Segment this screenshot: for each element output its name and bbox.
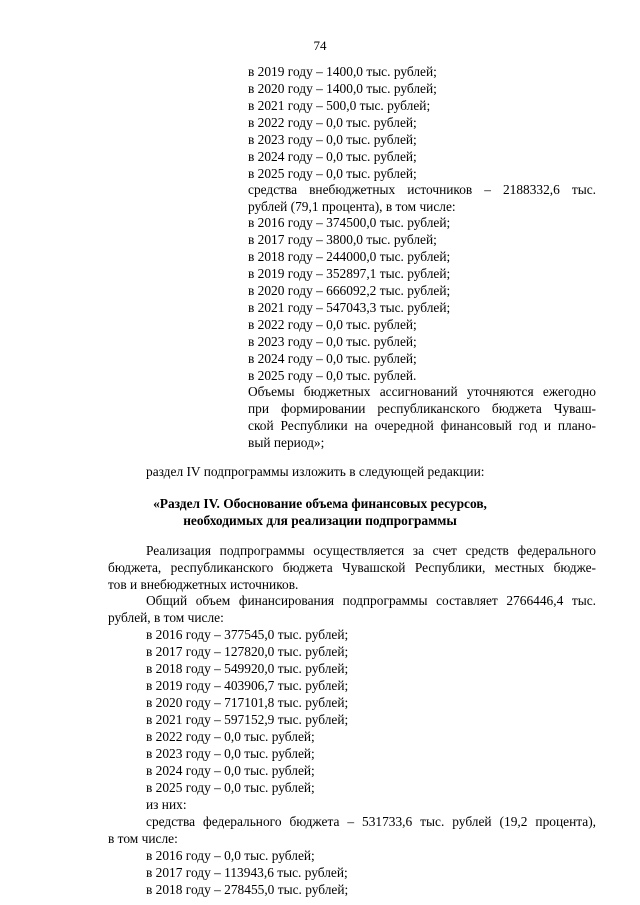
- funding-line: в 2024 году – 0,0 тыс. рублей;: [146, 763, 315, 778]
- paragraph-line: Реализация подпрограммы осуществляется за счет средств федерального: [146, 543, 596, 558]
- funding-line: в 2020 году – 717101,8 тыс. рублей;: [146, 695, 349, 710]
- funding-line: в 2024 году – 0,0 тыс. рублей;: [248, 351, 417, 366]
- funding-line: в 2019 году – 403906,7 тыс. рублей;: [146, 678, 349, 693]
- extrabudget-sources-line: рублей (79,1 процента), в том числе:: [248, 199, 456, 214]
- note-line: Объемы бюджетных ассигнований уточняются ежегодно: [248, 384, 596, 399]
- funding-line: в 2024 году – 0,0 тыс. рублей;: [248, 149, 417, 164]
- funding-line: в 2020 году – 1400,0 тыс. рублей;: [248, 81, 437, 96]
- funding-line: в 2021 году – 547043,3 тыс. рублей;: [248, 300, 451, 315]
- funding-line: в 2017 году – 127820,0 тыс. рублей;: [146, 644, 349, 659]
- funding-line: в 2021 году – 500,0 тыс. рублей;: [248, 98, 431, 113]
- note-line: при формировании республиканского бюджета Чуваш-: [248, 401, 596, 416]
- note-line: вый период»;: [248, 435, 325, 450]
- funding-line: в 2022 году – 0,0 тыс. рублей;: [248, 317, 417, 332]
- funding-line: в 2019 году – 1400,0 тыс. рублей;: [248, 64, 437, 79]
- federal-budget-line: средства федерального бюджета – 531733,6 тыс. рублей (19,2 процента),: [146, 814, 596, 829]
- funding-line: в 2017 году – 3800,0 тыс. рублей;: [248, 232, 437, 247]
- paragraph-line: тов и внебюджетных источников.: [108, 577, 299, 592]
- funding-line: в 2018 году – 278455,0 тыс. рублей;: [146, 882, 349, 897]
- funding-line: в 2016 году – 0,0 тыс. рублей;: [146, 848, 315, 863]
- funding-line: в 2016 году – 377545,0 тыс. рублей;: [146, 627, 349, 642]
- funding-line: в 2025 году – 0,0 тыс. рублей;: [248, 166, 417, 181]
- of-which-label: из них:: [146, 797, 187, 812]
- funding-line: в 2016 году – 374500,0 тыс. рублей;: [248, 215, 451, 230]
- funding-line: в 2023 году – 0,0 тыс. рублей;: [146, 746, 315, 761]
- funding-line: в 2017 году – 113943,6 тыс. рублей;: [146, 865, 348, 880]
- funding-line: в 2023 году – 0,0 тыс. рублей;: [248, 132, 417, 147]
- funding-line: в 2023 году – 0,0 тыс. рублей;: [248, 334, 417, 349]
- funding-line: в 2021 году – 597152,9 тыс. рублей;: [146, 712, 349, 727]
- funding-line: в 2022 году – 0,0 тыс. рублей;: [248, 115, 417, 130]
- section-heading: «Раздел IV. Обоснование объема финансовых ресурсов,: [153, 496, 487, 511]
- extrabudget-sources-line: средства внебюджетных источников – 2188332,6 тыс.: [248, 182, 596, 197]
- paragraph-line: бюджета, республиканского бюджета Чувашской Республики, местных бюдже-: [108, 560, 596, 575]
- paragraph-line: Общий объем финансирования подпрограммы составляет 2766446,4 тыс.: [146, 593, 596, 608]
- instruction-line: раздел IV подпрограммы изложить в следующей редакции:: [146, 464, 485, 479]
- funding-line: в 2020 году – 666092,2 тыс. рублей;: [248, 283, 451, 298]
- paragraph-line: рублей, в том числе:: [108, 610, 224, 625]
- federal-budget-line: в том числе:: [108, 831, 178, 846]
- funding-line: в 2025 году – 0,0 тыс. рублей.: [248, 368, 417, 383]
- funding-line: в 2025 году – 0,0 тыс. рублей;: [146, 780, 315, 795]
- section-heading: необходимых для реализации подпрограммы: [183, 513, 457, 528]
- funding-line: в 2018 году – 244000,0 тыс. рублей;: [248, 249, 451, 264]
- funding-line: в 2018 году – 549920,0 тыс. рублей;: [146, 661, 349, 676]
- funding-line: в 2019 году – 352897,1 тыс. рублей;: [248, 266, 451, 281]
- note-line: ской Республики на очередной финансовый год и плано-: [248, 418, 596, 433]
- page-number: 74: [313, 38, 327, 53]
- funding-line: в 2022 году – 0,0 тыс. рублей;: [146, 729, 315, 744]
